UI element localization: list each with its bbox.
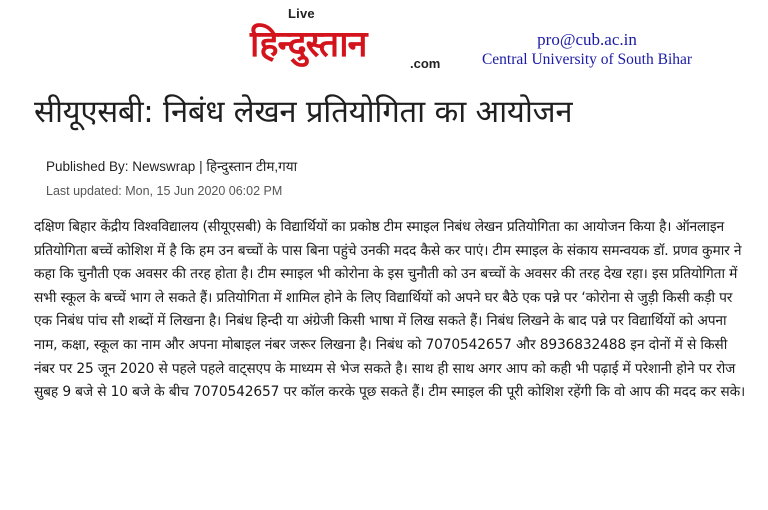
article-body: दक्षिण बिहार केंद्रीय विश्वविद्यालय (सीयूएसबी) के विद्यार्थियों का प्रकोष्ठ टीम स्माइल निबंध लेखन प्रतियोगिता का आयोजन किया है। ऑनलाइन प्रतियोगिता बच्चें कोशिश में है कि हम उन बच्चों के पास बिना पहुंचे उनकी मदद कैसे कर पाएं। टीम स्माइल के संकाय समन्वयक डॉ. प्रणव कुमार ने कहा कि चुनौती एक अवसर की तरह होता है। टीम स्माइल भी कोरोना के इस चुनौती को उन बच्चों के अवसर की तरह देख रहा। इस प्रतियोगिता में सभी स्कूल के बच्चें भाग ले सकते हैं। प्रतियोगिता में शामिल होने के लिए विद्यार्थियों को अपने घर बैठे एक पन्ने पर ‘कोरोना से जुड़ी किसी कड़ी पर एक निबंध पांच सौ शब्दों में लिखना है। निबंध हिन्दी या अंग्रेजी किसी भाषा में लिख सकते हैं। निबंध लिखने के बाद पन्ने पर विद्यार्थियों को अपना नाम, कक्षा, स्कूल का नाम और अपना मोबाइल नंबर जरूर लिखना है। निबंध को 7070542657 और 8936832488 इन दोनों में से किसी नंबर पर 25 जून 2020 से पहले पहले वाट्सएप के माध्यम से भेज सकते है। साथ ही साथ अगर आप को कही भी पढ़ाई में परेशानी होने पर रोज सुबह 9 बजे से 10 बजे के बीच 7070542657 पर कॉल करके पूछ सकते हैं। टीम स्माइल की पूरी कोशिश रहेंगी कि वो आप की मदद कर सके। (34, 219, 746, 401)
masthead-logo[interactable] (248, 4, 458, 78)
logo-wordmark: हिन्दुस्तान (250, 24, 367, 65)
last-updated-text: Last updated: Mon, 15 Jun 2020 06:02 PM (46, 184, 283, 198)
article-byline (46, 157, 297, 175)
contact-institution: Central University of South Bihar (481, 51, 693, 68)
published-by-text: Published By: Newswrap | हिन्दुस्तान टीम,गया (46, 159, 298, 174)
article-headline: सीयूएसबी: निबंध लेखन प्रतियोगिता का आयोजन (34, 94, 573, 130)
logo-domain-text: .com (410, 56, 441, 71)
logo-live-text: Live (288, 6, 315, 21)
contact-email[interactable]: pro@cub.ac.in (537, 30, 637, 49)
contact-block (462, 30, 712, 70)
